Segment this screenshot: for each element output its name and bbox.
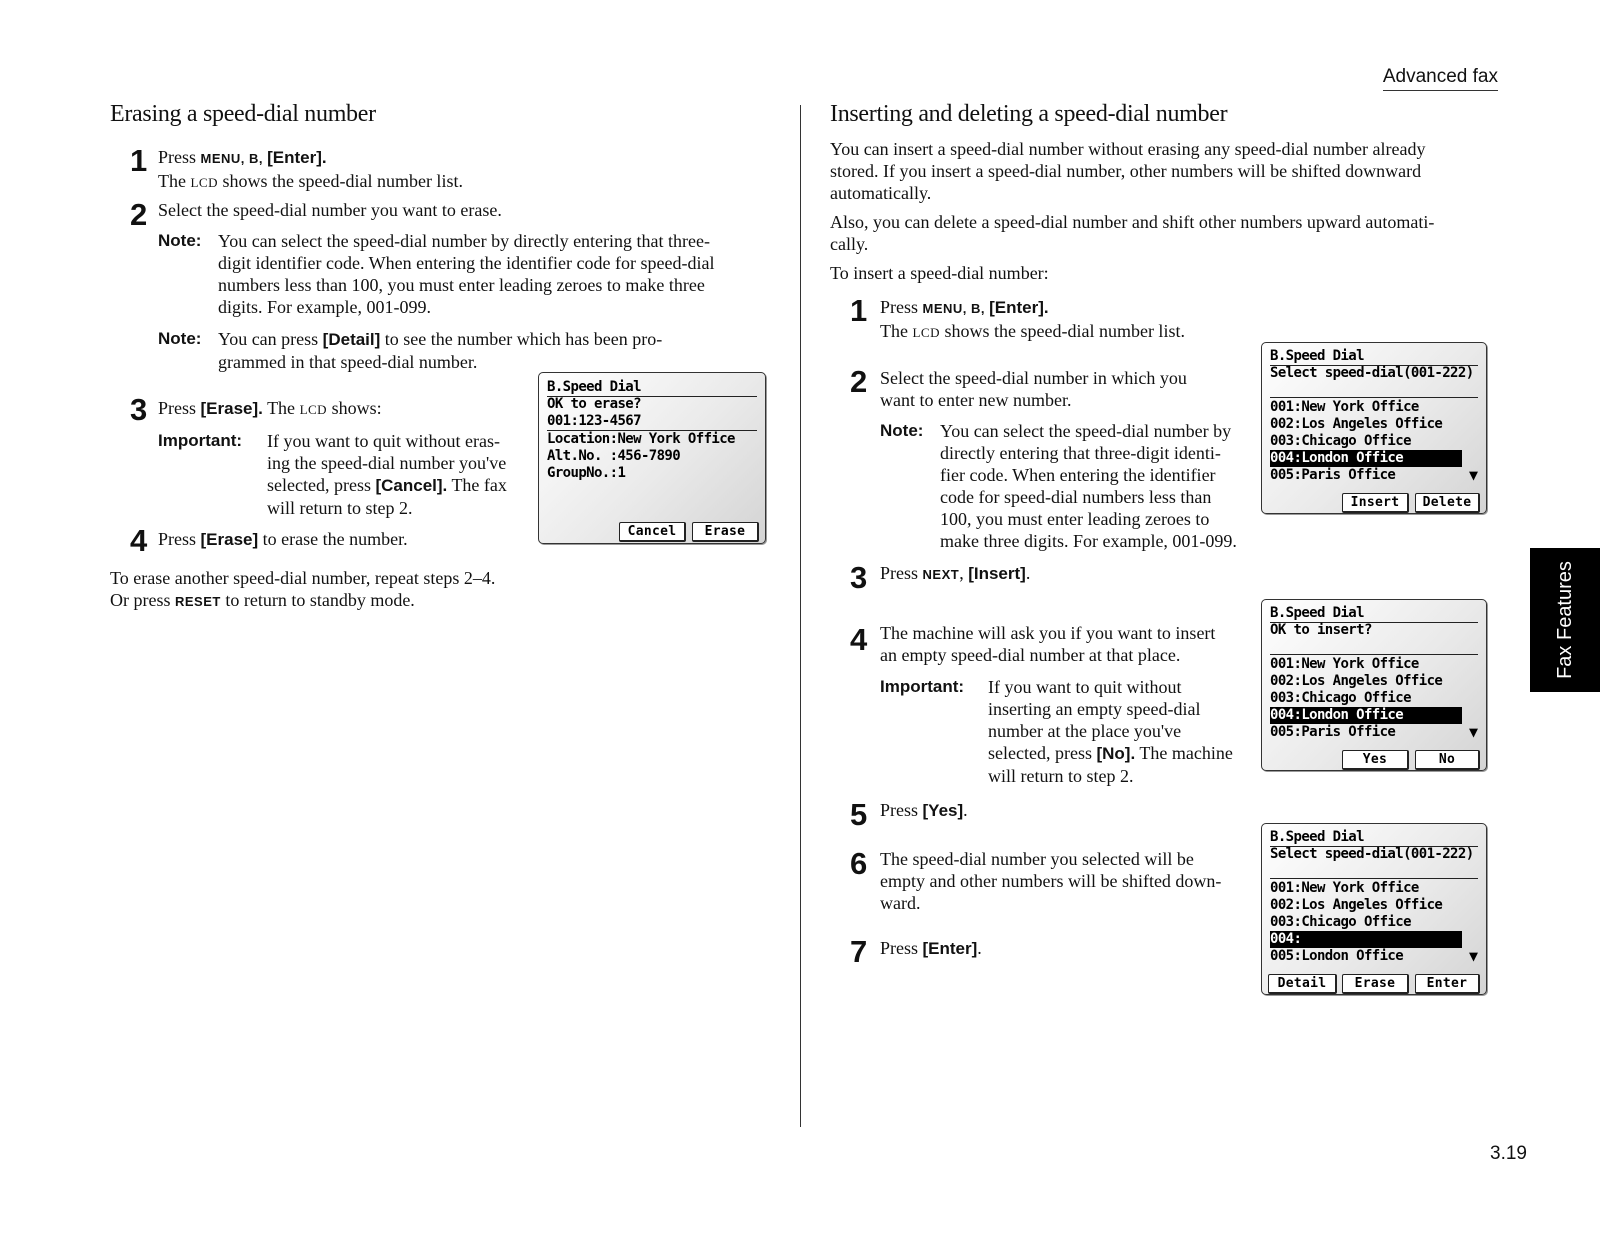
lcd-line: 005:Paris Office	[1270, 724, 1396, 740]
note-2-line2: grammed in that speed-dial number.	[218, 352, 478, 372]
note-text	[940, 420, 1237, 552]
note-line: You can select the speed-dial number by	[940, 421, 1232, 441]
note-1-line: digit identifier code. When entering the identifier code for speed-dial	[218, 253, 715, 273]
note-1-line: You can select the speed-dial number by directly entering that three-	[218, 231, 711, 251]
note-2-text	[218, 328, 662, 373]
key-next: NEXT	[922, 567, 960, 582]
lcd-rule	[1270, 397, 1478, 398]
step-1-line2a: The	[158, 171, 191, 191]
step-number-3: 3	[130, 392, 148, 427]
lcd-abbr: LCD	[299, 402, 328, 417]
intro-paragraph	[830, 138, 1426, 204]
lcd-line: OK to erase?	[547, 396, 641, 412]
key-erase: [Erase]	[200, 530, 259, 549]
important-line: number at the place you've	[988, 721, 1182, 741]
lcd-line: Location:New York Office	[547, 431, 735, 447]
section-title-inserting: Inserting and deleting a speed-dial number	[830, 101, 1228, 127]
note-line: directly entering that three-digit identi-	[940, 443, 1221, 463]
step-4-text	[158, 528, 408, 551]
step-1-line2b: shows the speed-dial number list.	[217, 171, 463, 191]
step-number-2: 2	[850, 364, 868, 399]
important-line3a: selected, press	[267, 475, 376, 495]
lcd-line: 003:Chicago Office	[1270, 914, 1411, 930]
key-no: [No].	[1096, 744, 1136, 763]
scroll-down-arrow-icon[interactable]: ▼	[1468, 723, 1478, 741]
step-5-text	[880, 799, 968, 822]
step-number-6: 6	[850, 846, 868, 881]
lcd-enter-button[interactable]: Enter	[1415, 974, 1480, 994]
intro-line: stored. If you insert a speed-dial number, other numbers will be shifted downward	[830, 161, 1422, 181]
step-4-line: The machine will ask you if you want to insert	[880, 623, 1216, 643]
lcd-abbr: LCD	[912, 325, 940, 340]
step-3-sep: ,	[959, 563, 969, 583]
lcd-erase-button[interactable]: Erase	[1342, 974, 1409, 994]
step-7-press: Press	[880, 938, 923, 958]
important-label: Important:	[158, 431, 243, 450]
step-6-line: The speed-dial number you selected will be	[880, 849, 1194, 869]
step-2-text: Select the speed-dial number you want to erase.	[158, 200, 502, 220]
key-menu-b: MENU, B,	[200, 151, 268, 166]
lcd-line: GroupNo.:1	[547, 465, 626, 481]
important-line: If you want to quit without eras-	[267, 431, 500, 451]
note-line: make three digits. For example, 001-099.	[940, 531, 1237, 551]
step-1-text	[158, 146, 463, 194]
step-3-press: Press	[158, 398, 201, 418]
key-erase: [Erase].	[200, 399, 263, 418]
running-header: Advanced fax	[1383, 66, 1498, 91]
footer-line-2a: Or press	[110, 590, 175, 610]
scroll-down-arrow-icon[interactable]: ▼	[1468, 466, 1478, 484]
lcd-abbr: LCD	[190, 175, 218, 190]
step-7-text	[880, 937, 982, 960]
lcd-speed-dial-result	[1261, 823, 1487, 995]
important-line3b: The fax	[447, 475, 507, 495]
column-divider	[800, 105, 801, 1127]
lcd-line: 001:123-4567	[547, 413, 641, 429]
lcd-line: Select speed-dial(001-222)	[1270, 846, 1474, 862]
note-line: 100, you must enter leading zeroes to	[940, 509, 1210, 529]
lcd-erase-button[interactable]: Erase	[692, 522, 759, 542]
key-menu-b: MENU, B,	[922, 301, 990, 316]
lcd-line: 002:Los Angeles Office	[1270, 897, 1443, 913]
lcd-line-selected[interactable]: 004:	[1270, 931, 1462, 948]
step-7-end: .	[977, 938, 982, 958]
lcd-line: B.Speed Dial	[1270, 348, 1364, 364]
step-4-press: Press	[158, 529, 201, 549]
lcd-line: 002:Los Angeles Office	[1270, 416, 1443, 432]
step-1-press: Press	[158, 147, 201, 167]
lcd-line: B.Speed Dial	[547, 379, 641, 395]
important-label: Important:	[880, 677, 965, 696]
lcd-detail-button[interactable]: Detail	[1268, 974, 1337, 994]
lcd-delete-button[interactable]: Delete	[1415, 493, 1480, 513]
important-text	[267, 430, 507, 519]
note-1-line: digits. For example, 001-099.	[218, 297, 431, 317]
lcd-line: 001:New York Office	[1270, 880, 1419, 896]
step-5-end: .	[963, 800, 968, 820]
step-2-line: Select the speed-dial number in which you	[880, 368, 1187, 388]
lcd-line-selected[interactable]: 004:London Office	[1270, 450, 1462, 467]
lcd-rule	[1270, 654, 1478, 655]
step-number-1: 1	[850, 293, 868, 328]
step-3-text-a: The	[262, 398, 300, 418]
step-3-text-b: shows:	[327, 398, 382, 418]
note-line: fier code. When entering the identifier	[940, 465, 1216, 485]
lcd-line-selected[interactable]: 004:London Office	[1270, 707, 1462, 724]
note-line: code for speed-dial numbers less than	[940, 487, 1212, 507]
footer-text	[110, 567, 495, 613]
lcd-speed-dial-list	[1261, 342, 1487, 514]
note-label: Note:	[158, 231, 202, 250]
section-title-erasing: Erasing a speed-dial number	[110, 101, 376, 127]
page-number: 3.19	[1490, 1143, 1527, 1164]
step-6-line: empty and other numbers will be shifted down-	[880, 871, 1222, 891]
important-line4a: selected, press	[988, 743, 1097, 763]
step-1-press: Press	[880, 297, 923, 317]
note-2-line1b: to see the number which has been pro-	[380, 329, 663, 349]
important-line: ing the speed-dial number you've	[267, 453, 507, 473]
key-cancel: [Cancel].	[375, 476, 448, 495]
note-2-line1a: You can press	[218, 329, 323, 349]
lcd-line: Select speed-dial(001-222)	[1270, 365, 1474, 381]
key-enter: [Enter].	[267, 148, 327, 167]
step-number-7: 7	[850, 934, 868, 969]
key-yes: [Yes]	[922, 801, 964, 820]
intro-line: You can insert a speed-dial number without erasing any speed-dial number already	[830, 139, 1426, 159]
important-line: will return to step 2.	[267, 498, 413, 518]
important-line: will return to step 2.	[988, 766, 1134, 786]
step-2-line: want to enter new number.	[880, 390, 1072, 410]
step-1-line2a: The	[880, 321, 913, 341]
key-enter: [Enter].	[989, 298, 1049, 317]
step-6-line: ward.	[880, 893, 921, 913]
step-3-text	[880, 562, 1030, 586]
intro-line: Also, you can delete a speed-dial number and shift other numbers upward automati-	[830, 212, 1435, 232]
lcd-line: 003:Chicago Office	[1270, 690, 1411, 706]
lcd-line: Alt.No. :456-7890	[547, 448, 681, 464]
lcd-cancel-button[interactable]: Cancel	[619, 522, 686, 542]
step-6-text	[880, 848, 1221, 914]
step-5-press: Press	[880, 800, 923, 820]
lcd-insert-button[interactable]: Insert	[1342, 493, 1409, 513]
intro-line: automatically.	[830, 183, 932, 203]
note-label: Note:	[880, 421, 924, 440]
note-1-text	[218, 230, 714, 318]
key-enter: [Enter]	[922, 939, 978, 958]
step-4-text	[880, 622, 1215, 666]
step-number-5: 5	[850, 797, 868, 832]
important-line: inserting an empty speed-dial	[988, 699, 1201, 719]
note-1-line: numbers less than 100, you must enter leading zeroes to make three	[218, 275, 705, 295]
step-1-text	[880, 296, 1185, 344]
key-insert: [Insert]	[968, 564, 1026, 583]
intro-paragraph-2	[830, 211, 1434, 255]
important-line4b: The machine	[1135, 743, 1233, 763]
important-text	[988, 676, 1233, 787]
key-reset: RESET	[175, 594, 221, 609]
step-1-line2b: shows the speed-dial number list.	[939, 321, 1185, 341]
step-3-end: .	[1025, 563, 1031, 583]
lcd-line: 001:New York Office	[1270, 656, 1419, 672]
lcd-line: 005:Paris Office	[1270, 467, 1396, 483]
step-4-line: an empty speed-dial number at that place.	[880, 645, 1181, 665]
footer-line-1: To erase another speed-dial number, repeat steps 2–4.	[110, 568, 496, 588]
lcd-insert-confirm	[1261, 599, 1487, 771]
lcd-line: 005:London Office	[1270, 948, 1404, 964]
step-number-3: 3	[850, 560, 868, 595]
lcd-no-button[interactable]: No	[1415, 750, 1480, 770]
lcd-erase-confirm	[538, 372, 766, 544]
lcd-line: B.Speed Dial	[1270, 605, 1364, 621]
lcd-line: 003:Chicago Office	[1270, 433, 1411, 449]
lcd-line: 002:Los Angeles Office	[1270, 673, 1443, 689]
step-2-text	[880, 367, 1187, 411]
step-3-press: Press	[880, 563, 923, 583]
intro-line: cally.	[830, 234, 869, 254]
important-line: If you want to quit without	[988, 677, 1182, 697]
step-3-text	[158, 397, 382, 421]
lcd-yes-button[interactable]: Yes	[1342, 750, 1409, 770]
chapter-side-tab-label: Fax Features	[1554, 561, 1576, 679]
step-4-rest: to erase the number.	[258, 529, 408, 549]
lcd-line: 001:New York Office	[1270, 399, 1419, 415]
note-label: Note:	[158, 329, 202, 348]
lcd-line: B.Speed Dial	[1270, 829, 1364, 845]
lcd-line: OK to insert?	[1270, 622, 1372, 638]
key-detail: [Detail]	[322, 330, 381, 349]
step-number-4: 4	[850, 622, 868, 657]
lcd-rule	[1270, 878, 1478, 879]
step-number-2: 2	[130, 197, 148, 232]
chapter-side-tab	[1530, 548, 1600, 692]
scroll-down-arrow-icon[interactable]: ▼	[1468, 947, 1478, 965]
step-number-4: 4	[130, 523, 148, 558]
step-number-1: 1	[130, 143, 148, 178]
footer-line-2b: to return to standby mode.	[220, 590, 415, 610]
intro-paragraph-3: To insert a speed-dial number:	[830, 263, 1049, 283]
